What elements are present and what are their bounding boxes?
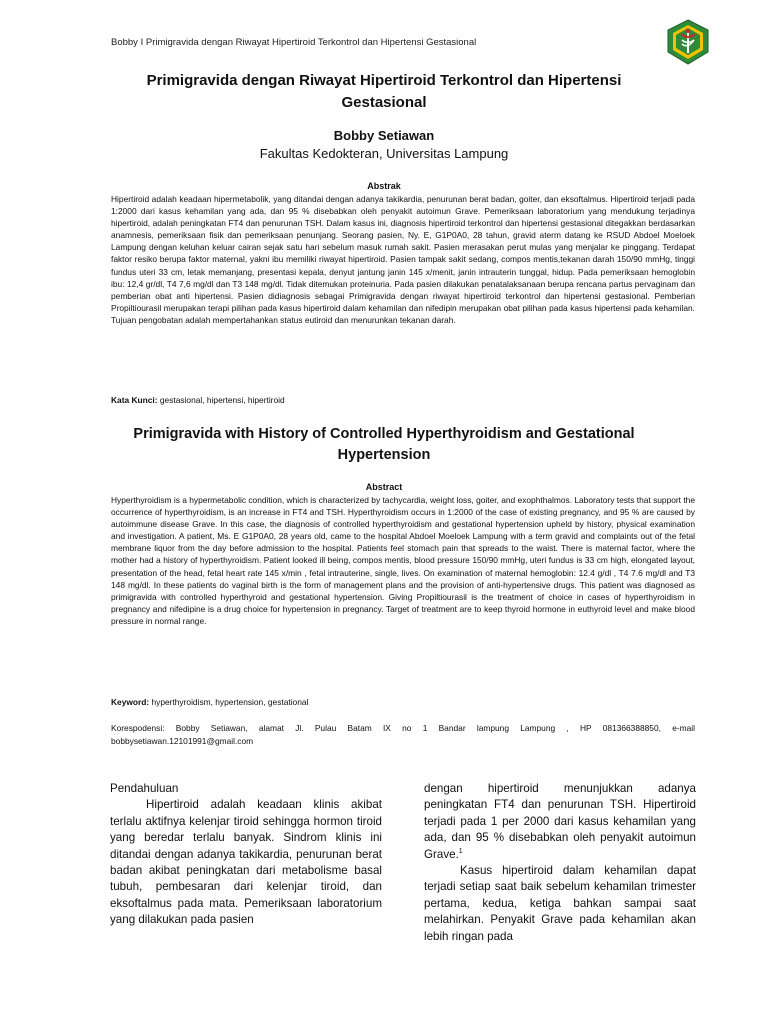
intro-continued-text: dengan hipertiroid menunjukkan adanya peningkatan FT4 dan penurunan TSH. Hipertiroid terjadi pada 1 per 2000 dari kasus kehamilan yang ada, dan 95 % disebabkan oleh penyakit autoimun Grave. [424, 782, 696, 861]
paper-title-english: Primigravida with History of Controlled Hyperthyroidism and Gestational Hypertension [133, 426, 635, 463]
intro-paragraph-continued [424, 781, 696, 863]
abstract-text: Hyperthyroidism is a hypermetabolic condition, which is characterized by tachycardia, weight loss, goiter, and exophthalmos. Laboratory tests that support the occurrence of hyperthyroidism, is an increase in FT4 and TSH. Hyperthyroidism occurs in 1:2000 of the case of existing pregnancy, and 95 % are caused by autoimmune disease Grave. In this case, the diagnosis of controlled hyperthyroidism and gestational hypertension upheld by history, physical examination and investigation. A patient, Ms. E G1P0A0, 28 years old, came to the hospital Abdoel Moeloek Lampung with a term gravid and complaints out of the fetal membrane liquor from the day before admission to the hospital. Patients feel stomach pain that spreads to the waist. There is maternal factor, where the mother had a history of hyperthyroidism. Patient looked ill being, compos mentis, blood pressure 150/90 mmHg, uteri fundus is 33 cm high, elongated layout, presentation of the head, fetal heart rate 145 x/min , fetal intrauterine, single, lives. On examination of maternal hemoglobin: 12.4 g/dl , T4 7.6 mg/dl and T3 148 mg/dl. In these patients do vaginal birth is the form of management plans and the provision of anti-hypertensive drugs. This patient was diagnosed as primigravida with controlled hyperthyroid and gestational hypertension. Giving Propiltiourasil is the treatment of choice in cases of hyperthyroidism in pregnancy and nifedipine is a drug choice for hypertension in pregnancy. Target of treatment are to keep thyroid hormone in euthyroid level and make blood pressure in normal range. [111, 495, 695, 626]
kata-kunci [111, 395, 695, 405]
abstrak-heading: Abstrak [367, 181, 401, 191]
citation-marker: 1 [458, 847, 463, 855]
kata-kunci-text: gestasional, hipertensi, hipertiroid [157, 395, 285, 405]
abstrak-text: Hipertiroid adalah keadaan hipermetabolik, yang ditandai dengan adanya takikardia, penurunan berat badan, goiter, dan eksoftalmus. Hipertiroid terjadi pada 1:2000 dari kasus kehamilan yang ada, dan 95 % disebabkan oleh penyakit autoimun Grave. Pemeriksaan laboratorium yang mendukung terjadinya hipertiroid, adalah peningkatan FT4 dan penurunan TSH. Dalam kasus ini, diagnosis hipertiroid terkontrol dan hipertensi gestasional ditegakkan berdasarkan anamnesis, pemeriksaan fisik dan pemeriksaan penunjang. Seorang pasien, Ny. E, G1P0A0, 28 tahun, gravid aterm datang ke RSUD Abdoel Moeloek Lampung dengan keluhan keluar cairan sejak satu hari sebelum masuk rumah sakit. Pasien merasakan perut mulas yang menjalar ke pinggang. Terdapat faktor resiko berupa faktor maternal, yakni ibu memiliki riwayat hipertiroid. Pasien tampak sakit sedang, compos mentis,tekanan darah 150/90 mmHg, tinggi fundus uteri 33 cm, letak memanjang, presentasi kepala, denyut jantung janin 145 x/menit, janin intrauterin tunggal, hidup. Pada pemeriksaan hemoglobin ibu: 12,4 gr/dl, T4 7,6 mg/dl dan T3 148 mg/dl. Tidak ditemukan proteinuria. Pada pasien dilakukan penatalaksanaan berupa rencana partus pervaginam dan pemberian obat anti hipertensi. Pasien didiagnosis sebagai Primigravida dengan riwayat hipertiroid terkontrol dan hipertensi gestasional. Pemberian Propiltiourasil merupakan terapi pilihan pada kasus hipertiroid dalam kehamilan dan nifedipin merupakan obat pilihan pada kasus hipertensi pada kehamilan. Tujuan pengobatan adalah mempertahankan status eutiroid dan menurunkan tekanan darah. [111, 194, 695, 325]
kata-kunci-label: Kata Kunci: [111, 395, 158, 405]
keyword-label: Keyword: [111, 697, 150, 707]
keyword [111, 697, 695, 707]
paper-title: Primigravida dengan Riwayat Hipertiroid Terkontrol dan Hipertensi Gestasional [146, 72, 622, 111]
running-head: Bobby I Primigravida dengan Riwayat Hipertiroid Terkontrol dan Hipertensi Gestasional [111, 37, 477, 48]
author-name: Bobby Setiawan [333, 128, 435, 143]
body-column-left [110, 781, 382, 929]
abstract-heading: Abstract [365, 482, 403, 492]
correspondence: Korespodensi: Bobby Setiawan, alamat Jl. Pulau Batam IX no 1 Bandar lampung Lampung , HP 081366388850, e-mail bobbysetiawan.12101991@gmail.com [111, 723, 695, 746]
section-heading: Pendahuluan [110, 782, 179, 795]
intro-paragraph: Hipertiroid adalah keadaan klinis akibat terlalu aktifnya kelenjar tiroid sehingga hormon tiroid yang beredar terlalu banyak. Sindrom klinis ini ditandai dengan adanya takikardia, penurunan berat badan akibat peningkatan dari metabolisme basal tubuh, pembesaran dari kelenjar tiroid, dan eksoftalmus pada mata. Pemeriksaan laboratorium yang dilakukan pada pasien [110, 798, 382, 927]
body-column-right [424, 781, 696, 945]
intro-paragraph-2: Kasus hipertiroid dalam kehamilan dapat terjadi setiap saat baik sebelum kehamilan trimester pertama, kedua, ketiga bahkan sampai saat melahirkan. Penyakit Grave pada kehamilan akan lebih ringan pada [424, 864, 696, 943]
keyword-text: hyperthyroidism, hypertension, gestational [149, 697, 309, 707]
university-emblem-icon [664, 18, 712, 66]
affiliation: Fakultas Kedokteran, Universitas Lampung [259, 146, 509, 161]
